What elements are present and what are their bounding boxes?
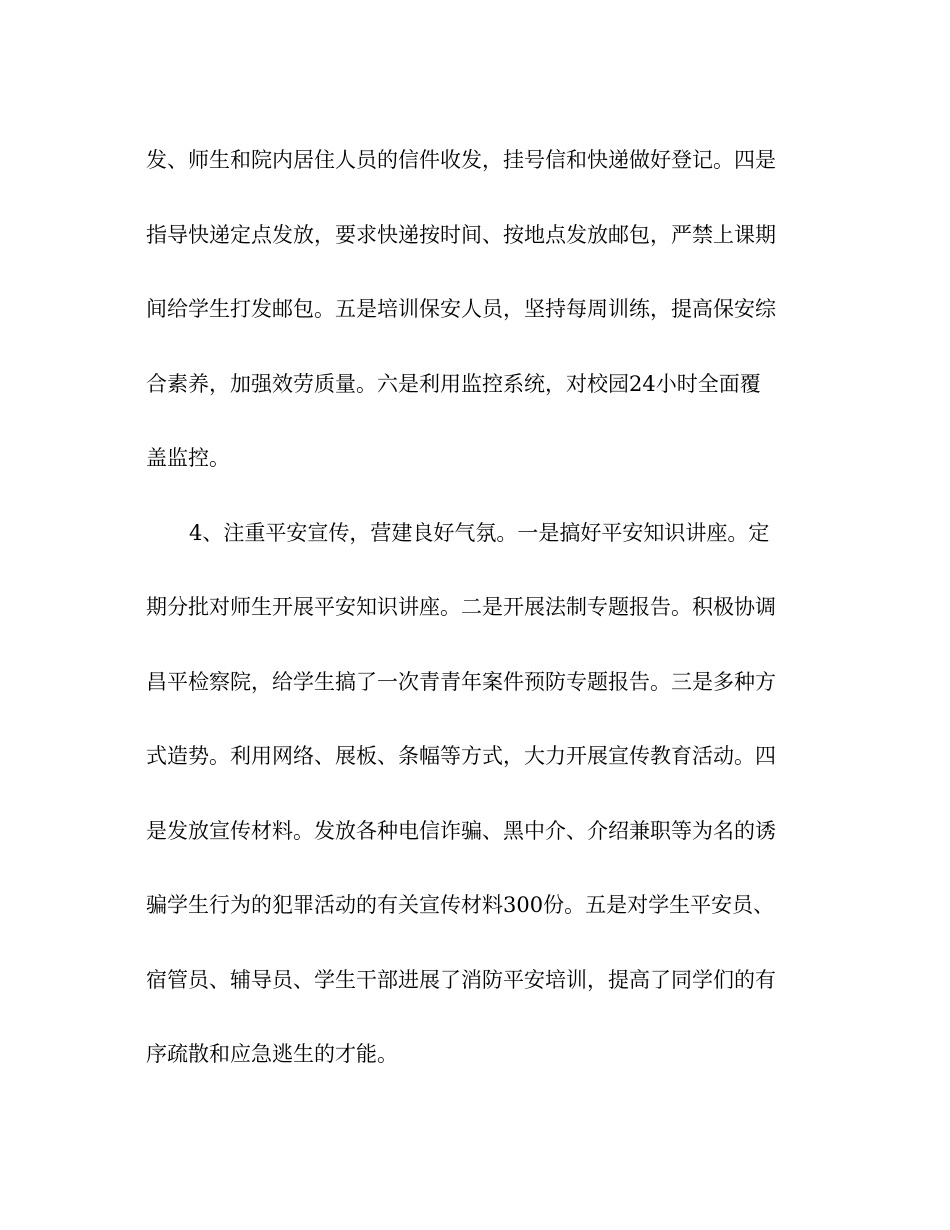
text-line: 昌平检察院，给学生搞了一次青青年案件预防专题报告。三是多种方 [146, 669, 776, 694]
text-line: 骗学生行为的犯罪活动的有关宣传材料300份。五是对学生平安员、 [146, 893, 775, 917]
text-line: 式造势。利用网络、展板、条幅等方式，大力开展宣传教育活动。四 [146, 744, 776, 768]
text-line: 发、师生和院内居住人员的信件收发，挂号信和快递做好登记。四是 [146, 148, 776, 172]
text-line: 指导快递定点发放，要求快递按时间、按地点发放邮包，严禁上课期 [146, 222, 776, 247]
text-line: 盖监控。 [146, 446, 230, 470]
document-body [146, 137, 806, 1106]
text-line: 合素养，加强效劳质量。六是利用监控系统，对校园24小时全面覆 [146, 371, 761, 396]
text-line: 间给学生打发邮包。五是培训保安人员，坚持每周训练，提高保安综 [146, 297, 776, 321]
paragraph-start-line: 4、注重平安宣传，营建良好气氛。一是搞好平安知识讲座。定 [189, 520, 770, 545]
text-line: 宿管员、辅导员、学生干部进展了消防平安培训，提高了同学们的有 [146, 967, 776, 992]
text-line: 是发放宣传材料。发放各种电信诈骗、黑中介、介绍兼职等为名的诱 [146, 818, 776, 843]
text-line: 序疏散和应急逃生的才能。 [146, 1042, 398, 1066]
text-line: 期分批对师生开展平安知识讲座。二是开展法制专题报告。积极协调 [146, 595, 776, 619]
